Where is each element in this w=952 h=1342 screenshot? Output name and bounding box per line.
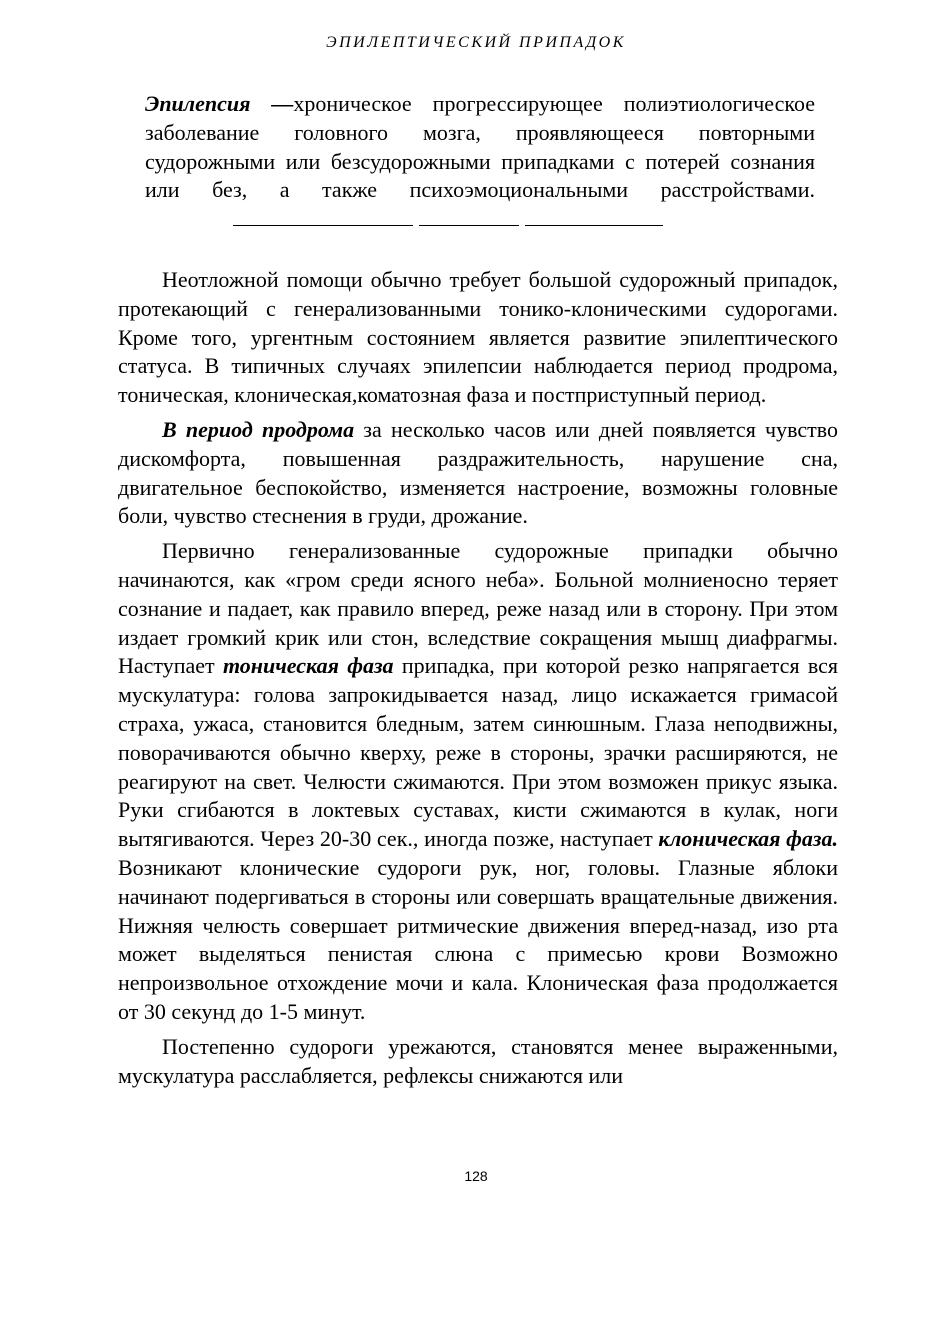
- paragraph-text: Первично генерализованные судорожные припадки обычно начинаются, как «гром среди ясного неба». Больной молниеносно теряет сознание и падает, как правило вперед, реже назад или в сторону. При этом издает громкий крик или стон, вследствие сокращения мышц диафрагмы. Наступает: [118, 538, 838, 679]
- paragraph: [118, 416, 838, 531]
- paragraph-text: за несколько часов или дней появляется чувство дискомфорта, повышенная раздражительность, нарушение сна, двигательное беспокойство, изменяется настроение, возможны головные боли, чувство стеснения в груди, дрожание.: [118, 416, 838, 529]
- blank-line: [233, 207, 413, 226]
- emphasis-prodrome: В период продрома: [162, 416, 355, 442]
- paragraph-text: Возникают клонические судороги рук, ног, головы. Глазные яблоки начинают подергиваться в стороны или совершать вращательные движения. Нижняя челюсть совершает ритмические движения вперед-назад, изо рта может выделяться пенистая слюна с примесью крови Возможно непроизвольное отхождение мочи и кала. Клоническая фаза продолжается от 30 секунд до 1-5 минут.: [118, 854, 838, 1024]
- definition-term: Эпилепсия —: [145, 91, 294, 116]
- paragraph: [118, 1033, 838, 1091]
- running-head: ЭПИЛЕПТИЧЕСКИЙ ПРИПАДОК: [326, 34, 626, 51]
- paragraph-text: Постепенно судороги урежаются, становятся менее выраженными, мускулатура расслабляется, рефлексы снижаются или: [118, 1033, 838, 1088]
- emphasis-tonic-phase: тоническая фаза: [222, 653, 394, 679]
- definition-text: хроническое прогрессирующее полиэтиологическое заболевание головного мозга, проявляющееся повторными судорожными или безсудорожными припадками с потерей сознания или без, а также психоэмоциональными расстройствами.: [145, 91, 815, 203]
- paragraph: [118, 537, 838, 1027]
- emphasis-clonic-phase: клоническая фаза.: [658, 826, 839, 852]
- body-text: [118, 266, 838, 1096]
- page-number: 128: [464, 1168, 488, 1184]
- definition-block: [145, 90, 815, 234]
- paragraph: [118, 266, 838, 410]
- paragraph-text: припадка, при которой резко напрягается вся мускулатура: голова запрокидывается назад, лицо искажается гримасой страха, ужаса, становится бледным, затем синюшным. Глаза неподвижны, поворачиваются обычно кверху, реже в стороны, зрачки расширяются, не реагируют на свет. Челюсти сжимаются. При этом возможен прикус языка. Руки сгибаются в локтевых суставах, кисти сжимаются в кулак, ноги вытягиваются. Через 20-30 сек., иногда позже, наступает: [118, 653, 838, 852]
- paragraph-text: Неотложной помощи обычно требует большой судорожный припадок, протекающий с генерализованными тонико-клоническими судорогами. Кроме того, ургентным состоянием является развитие эпилептического статуса. В типичных случаях эпилепсии наблюдается период продрома, тоническая, клоническая,коматозная фаза и постприступный период.: [118, 267, 838, 408]
- blank-line: [419, 207, 519, 226]
- blank-line: [525, 207, 663, 226]
